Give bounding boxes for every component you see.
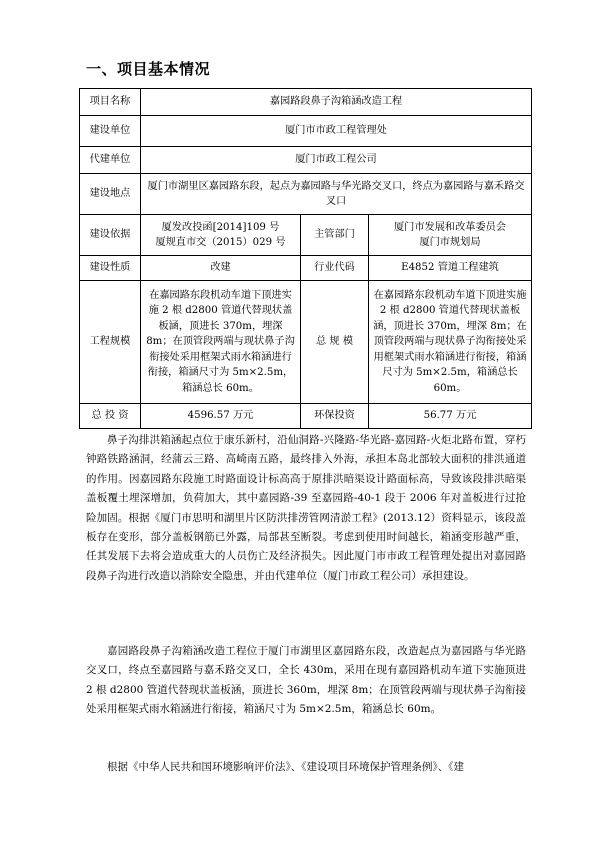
row-builder bbox=[80, 116, 532, 147]
project-name-value: 嘉园路段鼻子沟箱涵改造工程 bbox=[141, 89, 532, 116]
location-label: 建设地点 bbox=[80, 174, 141, 215]
basis-value bbox=[141, 215, 301, 256]
paragraph-background: 鼻子沟排洪箱涵起点位于康乐新村，沿仙洞路-兴隆路-华光路-嘉园路-火炬北路布置，穿朽钟路铁路涵洞，经蒲云三路、高崎南五路，最终排入外海，承担本岛北部较大面积的排洪通道的作用。因嘉园路东段施工时路面设计标高高于原排洪暗渠设计路面标高，导致该段排洪暗渠盖板覆土埋深增加，负荷加大，其中嘉园路-39 至嘉园路-40-1 段于 2006 年对盖板进行过抢险加固。根据《厦门市思明和湖里片区防洪排涝管网清淤工程》(2013.12）资料显示，该段盖板存在变形，部分盖板钢筋已外露，局部甚至断裂。考虑到使用时间越长，箱涵变形越严重，任其发展下去将会造成重大的人员伤亡及经济损失。因此厦门市市政工程管理处提出对嘉园路段鼻子沟进行改造以消除安全隐患，并由代建单位（厦门市政工程公司）承担建设。 bbox=[86, 434, 526, 582]
row-scale bbox=[80, 281, 532, 404]
nature-value: 改建 bbox=[141, 256, 301, 281]
basis-value-line-1: 厦发改投函[2014]109 号 bbox=[161, 221, 280, 233]
agent-label: 代建单位 bbox=[80, 147, 141, 174]
basis-label: 建设依据 bbox=[80, 215, 141, 256]
builder-label: 建设单位 bbox=[80, 116, 141, 147]
paragraph-legal-basis: 根据《中华人民共和国环境影响评价法》、《建设项目环境保护管理条例》、《建 bbox=[107, 761, 464, 773]
env-investment-value: 56.77 万元 bbox=[369, 404, 532, 429]
overall-scale-label: 总 规 模 bbox=[301, 281, 369, 404]
agent-value: 厦门市政工程公司 bbox=[141, 147, 532, 174]
row-agent bbox=[80, 147, 532, 174]
row-location bbox=[80, 174, 532, 215]
investment-label: 总 投 资 bbox=[80, 404, 141, 429]
scale-value: 在嘉园路东段机动车道下顶进实施 2 根 d2800 管道代替现状盖板涵，顶进长 370m，埋深 8m；在顶管段两端与现状鼻子沟衔接处采用框架式雨水箱涵进行衔接，箱涵尺寸为 5m×2.5m，箱涵总长 60m。 bbox=[141, 281, 301, 404]
project-info-table bbox=[79, 88, 532, 429]
overall-scale-value: 在嘉园路东段机动车道下顶进实施 2 根 d2800 管道代替现状盖板涵，顶进长 370m，埋深 8m；在顶管段两端与现状鼻子沟衔接处采用框架式雨水箱涵进行衔接，箱涵尺寸为 5m×2.5m，箱涵总长 60m。 bbox=[369, 281, 532, 404]
builder-value: 厦门市市政工程管理处 bbox=[141, 116, 532, 147]
paragraph-project-location: 嘉园路段鼻子沟箱涵改造工程位于厦门市湖里区嘉园路东段，改造起点为嘉园路与华光路交叉口，终点至嘉园路与嘉禾路交叉口，全长 430m，采用在现有嘉园路机动车道下实施顶进 2 根 d2800 管道代替现状盖板涵，顶进长 360m，埋深 8m；在顶管段两端与现状鼻子沟衔接处采用框架式雨水箱涵进行衔接，箱涵尺寸为 5m×2.5m，箱涵总长 60m。 bbox=[86, 645, 526, 716]
row-basis bbox=[80, 215, 532, 256]
location-value: 厦门市湖里区嘉园路东段，起点为嘉园路与华光路交叉口，终点为嘉园路与嘉禾路交叉口 bbox=[141, 174, 532, 215]
investment-value: 4596.57 万元 bbox=[141, 404, 301, 429]
industry-value: E4852 管道工程建筑 bbox=[369, 256, 532, 281]
authority-value-line-2: 厦门市规划局 bbox=[419, 237, 481, 248]
authority-value bbox=[369, 215, 532, 256]
row-nature bbox=[80, 256, 532, 281]
authority-label: 主管部门 bbox=[301, 215, 369, 256]
industry-label: 行业代码 bbox=[301, 256, 369, 281]
scale-label: 工程规模 bbox=[80, 281, 141, 404]
row-project-name bbox=[80, 89, 532, 116]
authority-value-line-1: 厦门市发展和改革委员会 bbox=[393, 221, 507, 233]
row-investment bbox=[80, 404, 532, 429]
nature-label: 建设性质 bbox=[80, 256, 141, 281]
env-investment-label: 环保投资 bbox=[301, 404, 369, 429]
basis-value-line-2: 厦规直市交（2015）029 号 bbox=[155, 237, 286, 248]
project-name-label: 项目名称 bbox=[80, 89, 141, 116]
section-title: 一、项目基本情况 bbox=[86, 60, 211, 78]
